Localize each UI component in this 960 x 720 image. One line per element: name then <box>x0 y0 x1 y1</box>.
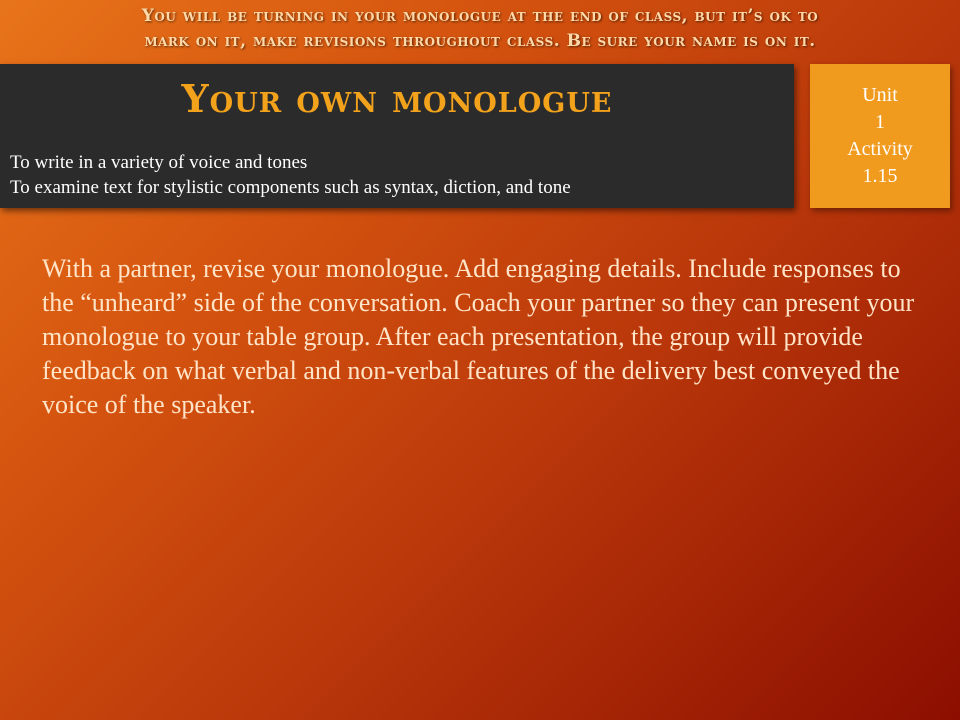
objective-item: To examine text for stylistic components such as syntax, diction, and tone <box>10 177 571 198</box>
slide-title: Your own monologue <box>181 76 613 121</box>
activity-label: Activity <box>847 138 913 160</box>
activity-number: 1.15 <box>862 165 898 187</box>
objective-item: To write in a variety of voice and tones <box>10 152 308 173</box>
unit-number: 1 <box>875 111 885 133</box>
objectives-list <box>10 150 571 200</box>
title-box <box>0 64 794 208</box>
unit-label: Unit <box>862 84 898 106</box>
instructions-text: With a partner, revise your monologue. Add engaging details. Include responses to the “unheard” side of the conversation. Coach your partner so they can present your monologue to your table group. After each presentation, the group will provide feedback on what verbal and non-verbal features of the delivery best conveyed the voice of the speaker. <box>42 254 915 419</box>
reminder-line-2: mark on it, make revisions throughout class. Be sure your name is on it. <box>144 31 816 51</box>
reminder-line-1: You will be turning in your monologue at the end of class, but it’s ok to <box>141 6 819 26</box>
unit-activity-box <box>810 64 950 208</box>
reminder-banner <box>10 4 950 54</box>
